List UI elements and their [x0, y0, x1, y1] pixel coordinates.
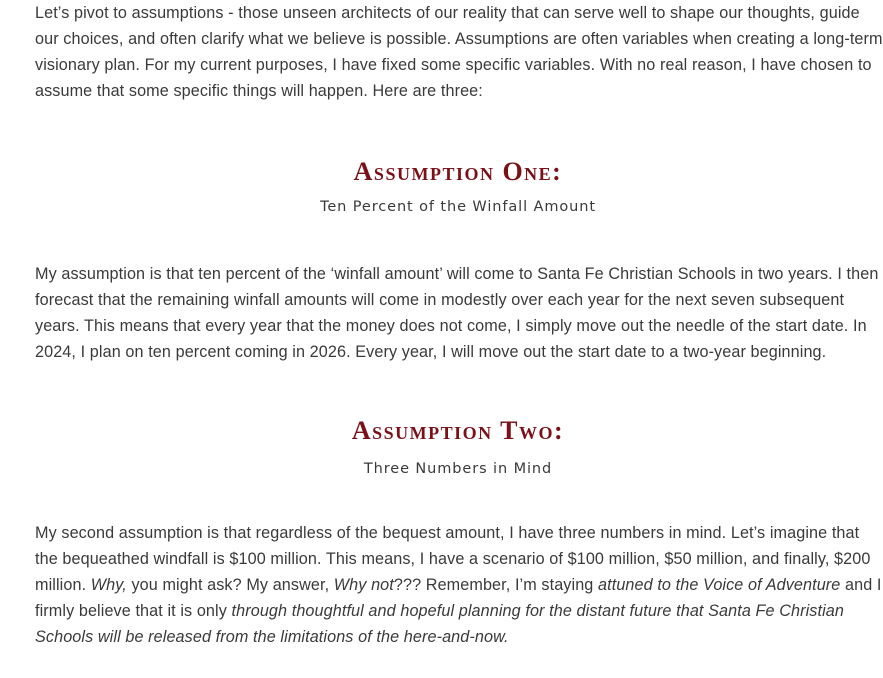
- article-body: [35, 0, 883, 650]
- assumption-two-text-1: My second assumption is that regardless of the bequest amount, I have three numbers in mind. Let’s imagine that the bequeathed windfall is $100 million. This means, I have a scenario of $100 million, $50 million, and finally, $200 million.: [35, 524, 871, 594]
- assumption-two-text-2: you might ask? My answer,: [126, 576, 334, 594]
- assumption-one-subheading: Ten Percent of the Winfall Amount: [320, 199, 596, 215]
- assumption-two-italic-4: through thoughtful and hopeful planning for the distant future that Santa Fe Christian Schools will be released from the limitations of the here-and-now.: [35, 602, 844, 646]
- assumption-one-paragraph: My assumption is that ten percent of the ‘winfall amount’ will come to Santa Fe Christian Schools in two years. I then forecast that the remaining winfall amounts will come in modestly over each year for the next seven subsequent years. This means that every year that the money does not come, I simply move out the needle of the start date. In 2024, I plan on ten percent coming in 2026. Every year, I will move out the start date to a two-year beginning.: [35, 265, 879, 361]
- assumption-two-text-3: ??? Remember, I’m staying: [393, 576, 599, 594]
- assumption-two-italic-2: Why not: [333, 576, 394, 594]
- assumption-two-text-4: and I firmly believe that it is only: [35, 576, 882, 620]
- assumption-two-italic-1: Why,: [90, 576, 127, 594]
- assumption-two-paragraph: [35, 520, 883, 650]
- assumption-one-heading: Assumption One:: [353, 157, 563, 186]
- assumption-two-heading: Assumption Two:: [351, 416, 565, 445]
- assumption-two-italic-3: attuned to the Voice of Adventure: [598, 576, 841, 594]
- assumption-two-subheading: Three Numbers in Mind: [363, 461, 553, 477]
- intro-paragraph: Let’s pivot to assumptions - those unseen architects of our reality that can serve well to shape our thoughts, guide our choices, and often clarify what we believe is possible. Assumptions are often variables when creating a long-term visionary plan. For my current purposes, I have fixed some specific variables. With no real reason, I have chosen to assume that some specific things will happen. Here are three:: [35, 4, 883, 100]
